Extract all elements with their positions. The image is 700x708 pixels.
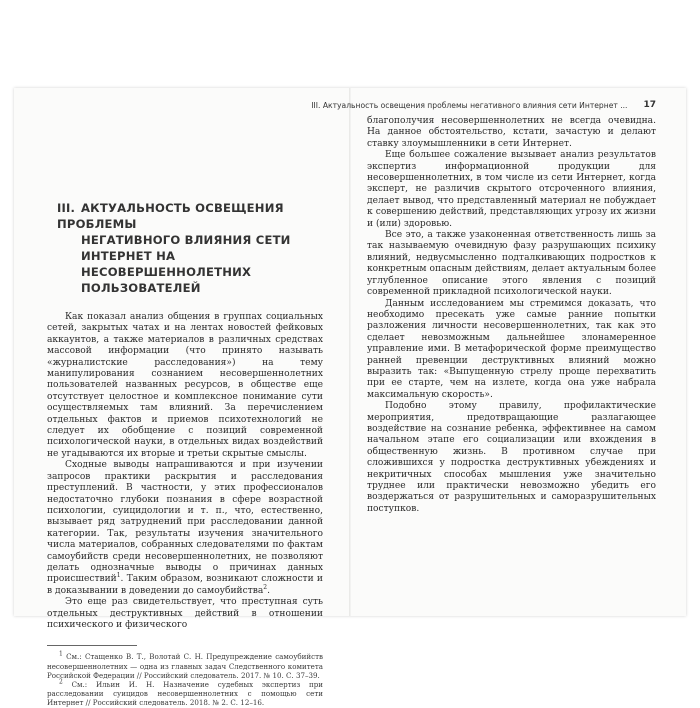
footnote-ref: 1 [116,572,121,580]
left-page [14,88,349,708]
page-number: 17 [643,100,656,110]
left-body-text [47,312,323,631]
right-body-text [367,116,656,515]
running-header [311,98,656,112]
chapter-title-line: ПОЛЬЗОВАТЕЛЕЙ [81,281,201,295]
paragraph: благополучия несовершеннолетних не всегда очевидна. На данное обстоятельство, кстати, зачастую и делают ставку злоумышленники в сети Интернет. [367,116,656,149]
paragraph: Как показал анализ общения в группах социальных сетей, закрытых чатах и на лентах новостей фейковых аккаунтов, а также материалов в различных средствах массовой информации (что принято называть «журналистские расследования») на тему манипулирования сознанием несовершеннолетних пользователей названных ресурсов, в обществе еще отсутствует целостное и комплексное понимание сути осуществляемых там влияний. За перечислением отдельных фактов и приемов психотехнологий не следует их обобщение с позиций современной психологической науки, в отдельных видах воздействий не угадываются их вторые и третьи скрытые смыслы. [47,312,323,459]
footnotes [47,652,323,707]
paragraph: Это еще раз свидетельствует, что преступная суть отдельных деструктивных действий в отношении психического и физического [47,597,323,630]
paragraph: Данным исследованием мы стремимся доказать, что необходимо пресекать уже самые ранние попытки разложения личности несовершеннолетних, так как это сделает невозможным дальнейшее злонамеренное управление ими. В метафорической форме преимущество ранней превенции деструктивных влияний можно выразить так: «Выпущенную стрелу проще перехватить при ее старте, чем на излете, когда она уже набрала максимальную скорость». [367,298,656,400]
chapter-heading [47,200,323,296]
footnote-ref: 2 [263,583,268,591]
running-header-title: III. Актуальность освещения проблемы негативного влияния сети Интернет ... [311,100,628,110]
chapter-number: III. [57,201,76,215]
paragraph: Еще большее сожаление вызывает анализ результатов экспертиз информационной продукции для несовершеннолетних, в том числе из сети Интернет, когда эксперт, не различив скрытого отсроченного влияния, делает вывод, что представленный материал не побуждает к совершению действий, представляющих угрозу их жизни и (или) здоровью. [367,150,656,229]
footnote: $^2$ См.: Ильин И. Н. Назначение судебных экспертиз при расследовании суицидов несовершеннолетних с помощью сети Интернет // Российский следователь. 2018. № 2. С. 12–16. [47,678,323,708]
right-page [311,88,686,616]
chapter-title-line: ИНТЕРНЕТ НА НЕСОВЕРШЕННОЛЕТНИХ [81,249,252,279]
paragraph: Все это, а также узаконенная ответственность лишь за так называемую очевидную фазу разрушающих психику влияний, недвусмысленно подталкивающих подростков к конкретным опасным действиям, делает актуальным более углубленное описание этого явления с позиций современной прикладной психологической науки. [367,230,656,298]
chapter-title-line: АКТУАЛЬНОСТЬ ОСВЕЩЕНИЯ ПРОБЛЕМЫ [57,201,284,231]
footnote: $^1$ См.: Стащенко В. Т., Волотай С. Н. Предупреждение самоубийств несовершеннолетних — одна из главных задач Следственного комитета Российской Федерации // Российский следователь. 2017. № 10. С. 37–39. [47,651,323,680]
paragraph: Сходные выводы напрашиваются и при изучении запросов практики раскрытия и расследования преступлений. В частности, у этих профессионалов недостаточно глубоки познания в сфере возрастной психологии, суицидологии и т. п., что, естественно, вызывает ряд затруднений при расследовании данной категории. Так, результаты изучения значительного числа материалов, собранных следователями по фактам самоубийств среди несовершеннолетних, не позволяют делать однозначные выводы о причинах данных происшествий$^1$. Таким образом, возникают сложности и в доказывании в доведении до самоубийства$^2$. [47,460,323,596]
paragraph: Подобно этому правилу, профилактические мероприятия, предотвращающие разлагающее воздействие на сознание ребенка, эффективнее на самом начальном этапе его социализации или вхождения в общественную жизнь. В противном случае при сложившихся у подростка деструктивных убеждениях и некритичных способах мышления уже значительно труднее или практически невозможно убедить его воздержаться от разрушительных и саморазрушительных поступков. [367,401,656,514]
footnote-divider [47,645,137,646]
chapter-title-line: НЕГАТИВНОГО ВЛИЯНИЯ СЕТИ [81,233,291,247]
